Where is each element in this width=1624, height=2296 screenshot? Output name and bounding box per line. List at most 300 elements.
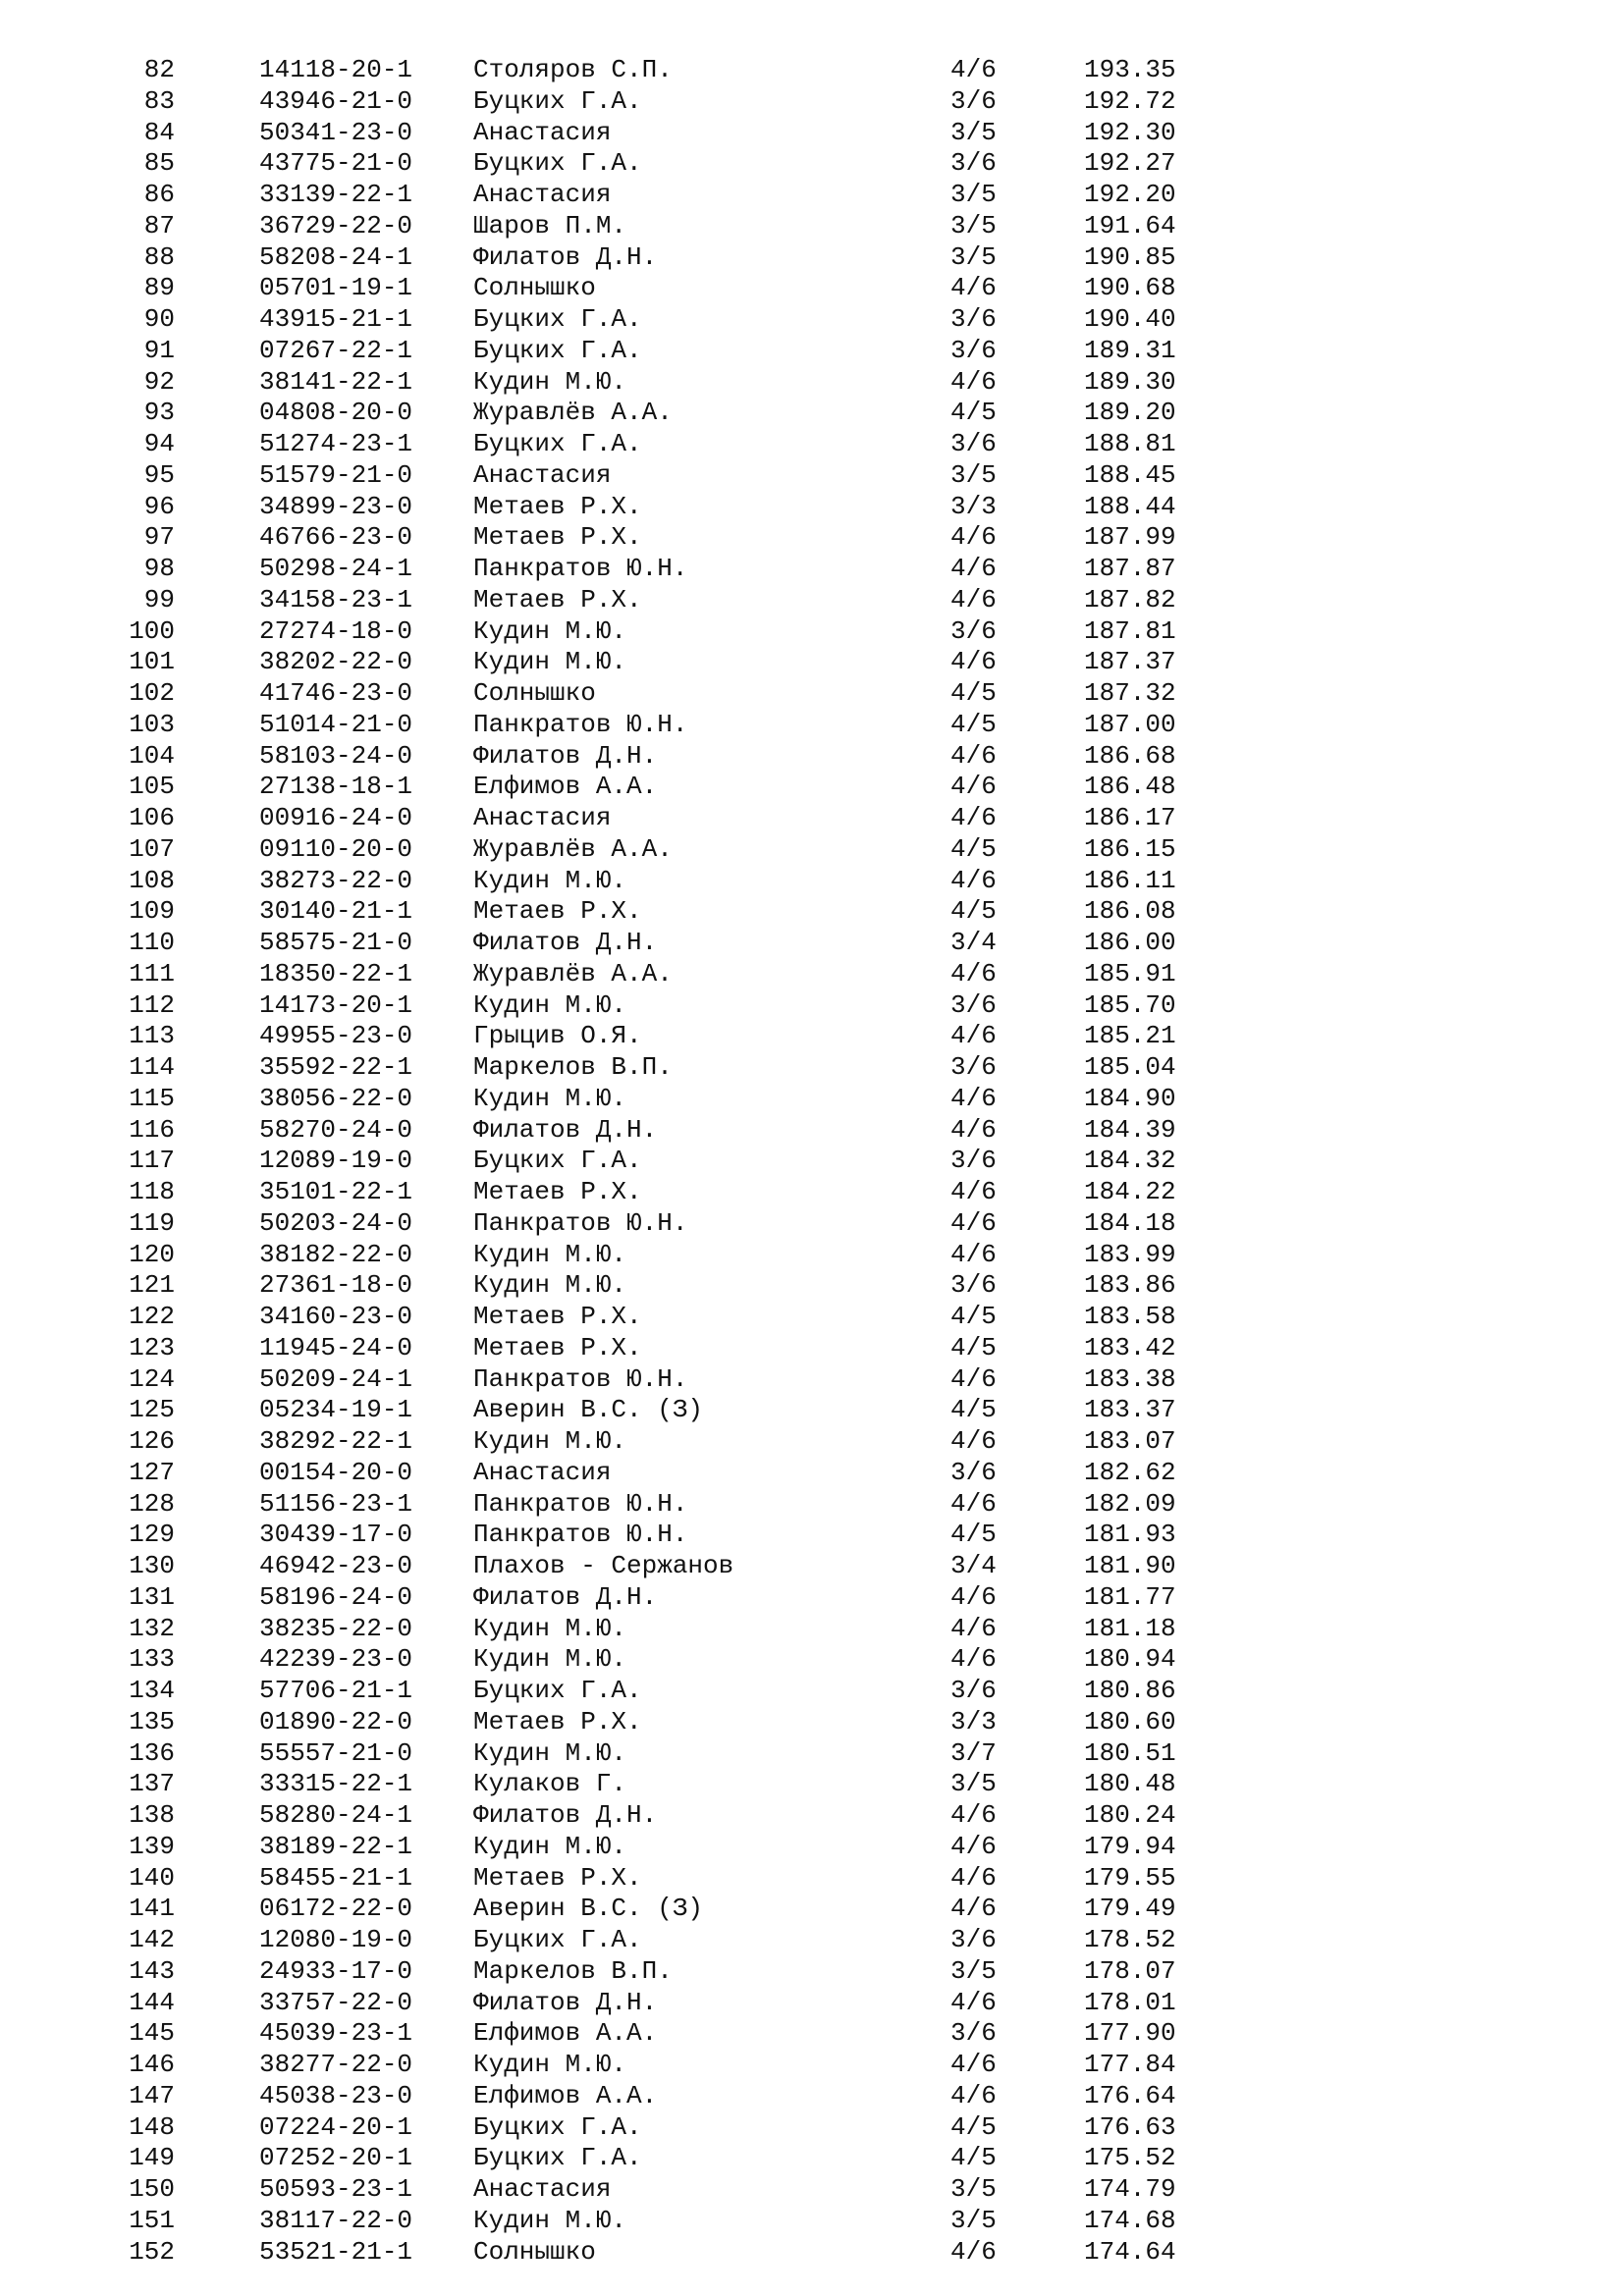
score-cell: 181.90 xyxy=(1084,1551,1176,1580)
rank-cell: 105 xyxy=(129,772,175,802)
rank-cell: 97 xyxy=(143,522,175,553)
table-row xyxy=(0,86,1624,118)
owner-cell: Буцких Г.А. xyxy=(473,85,642,116)
table-row xyxy=(0,2112,1624,2144)
owner-cell: Журавлёв А.А. xyxy=(473,398,673,428)
table-row xyxy=(0,1800,1624,1832)
id-cell: 55557-21-0 xyxy=(259,1737,413,1768)
rank-cell: 132 xyxy=(129,1613,175,1643)
owner-cell: Кудин М.Ю. xyxy=(473,1426,627,1456)
rank-cell: 110 xyxy=(129,928,175,957)
id-cell: 51274-23-1 xyxy=(259,429,413,458)
id-cell: 04808-20-0 xyxy=(259,398,413,428)
ratio-cell: 4/5 xyxy=(950,1395,997,1425)
ratio-cell: 3/6 xyxy=(950,1146,997,1176)
id-cell: 00154-20-0 xyxy=(259,1457,413,1487)
rank-cell: 128 xyxy=(129,1488,175,1519)
score-cell: 188.45 xyxy=(1084,459,1176,490)
ratio-cell: 3/6 xyxy=(950,335,997,365)
rank-cell: 152 xyxy=(129,2236,175,2267)
table-row xyxy=(0,803,1624,834)
id-cell: 38273-22-0 xyxy=(259,865,413,895)
rank-cell: 147 xyxy=(129,2080,175,2110)
table-row xyxy=(0,1582,1624,1614)
owner-cell: Метаев Р.Х. xyxy=(473,1302,642,1331)
score-cell: 177.84 xyxy=(1084,2050,1176,2079)
score-cell: 185.91 xyxy=(1084,958,1176,988)
table-row xyxy=(0,2174,1624,2206)
owner-cell: Кудин М.Ю. xyxy=(473,2205,627,2235)
owner-cell: Кудин М.Ю. xyxy=(473,1083,627,1113)
id-cell: 45039-23-1 xyxy=(259,2018,413,2049)
ratio-cell: 4/6 xyxy=(950,1862,997,1893)
owner-cell: Кулаков Г. xyxy=(473,1769,627,1799)
rank-cell: 109 xyxy=(129,896,175,927)
id-cell: 14173-20-1 xyxy=(259,989,413,1020)
owner-cell: Филатов Д.Н. xyxy=(473,1800,658,1830)
rank-cell: 122 xyxy=(129,1302,175,1331)
table-row xyxy=(0,1925,1624,1956)
owner-cell: Метаев Р.Х. xyxy=(473,1862,642,1893)
id-cell: 05234-19-1 xyxy=(259,1395,413,1425)
ratio-cell: 4/6 xyxy=(950,740,997,771)
score-cell: 179.49 xyxy=(1084,1894,1176,1924)
ratio-cell: 3/6 xyxy=(950,304,997,334)
score-cell: 189.20 xyxy=(1084,398,1176,428)
table-row xyxy=(0,834,1624,866)
rank-cell: 87 xyxy=(143,210,175,240)
score-cell: 175.52 xyxy=(1084,2143,1176,2173)
score-cell: 183.58 xyxy=(1084,1302,1176,1331)
owner-cell: Метаев Р.Х. xyxy=(473,522,642,553)
table-row xyxy=(0,367,1624,399)
table-row xyxy=(0,2050,1624,2081)
id-cell: 51014-21-0 xyxy=(259,709,413,739)
table-row xyxy=(0,242,1624,274)
id-cell: 38189-22-1 xyxy=(259,1831,413,1861)
owner-cell: Анастасия xyxy=(473,2174,612,2204)
score-cell: 192.72 xyxy=(1084,85,1176,116)
table-row xyxy=(0,1115,1624,1147)
rank-cell: 143 xyxy=(129,1955,175,1986)
id-cell: 50298-24-1 xyxy=(259,554,413,583)
rank-cell: 136 xyxy=(129,1737,175,1768)
owner-cell: Журавлёв А.А. xyxy=(473,833,673,864)
owner-cell: Филатов Д.Н. xyxy=(473,1581,658,1612)
score-cell: 187.82 xyxy=(1084,584,1176,614)
score-cell: 180.48 xyxy=(1084,1769,1176,1799)
table-row xyxy=(0,1458,1624,1489)
table-row xyxy=(0,304,1624,336)
rank-cell: 129 xyxy=(129,1520,175,1550)
rank-cell: 99 xyxy=(143,584,175,614)
ratio-cell: 4/5 xyxy=(950,709,997,739)
owner-cell: Маркелов В.П. xyxy=(473,1955,673,1986)
ratio-cell: 4/5 xyxy=(950,2143,997,2173)
ratio-cell: 3/6 xyxy=(950,429,997,458)
rank-cell: 83 xyxy=(143,85,175,116)
id-cell: 42239-23-0 xyxy=(259,1644,413,1675)
score-cell: 183.42 xyxy=(1084,1332,1176,1362)
rank-cell: 146 xyxy=(129,2050,175,2079)
ratio-cell: 4/6 xyxy=(950,1207,997,1238)
table-row xyxy=(0,1177,1624,1208)
id-cell: 53521-21-1 xyxy=(259,2236,413,2267)
rank-cell: 100 xyxy=(129,615,175,646)
score-cell: 187.99 xyxy=(1084,522,1176,553)
ratio-cell: 4/6 xyxy=(950,647,997,677)
owner-cell: Панкратов Ю.Н. xyxy=(473,554,688,583)
ratio-cell: 4/6 xyxy=(950,273,997,303)
score-cell: 185.04 xyxy=(1084,1052,1176,1082)
score-cell: 187.00 xyxy=(1084,709,1176,739)
owner-cell: Буцких Г.А. xyxy=(473,429,642,458)
ratio-cell: 3/6 xyxy=(950,148,997,179)
ratio-cell: 3/6 xyxy=(950,989,997,1020)
score-cell: 183.38 xyxy=(1084,1363,1176,1394)
table-row xyxy=(0,1270,1624,1302)
id-cell: 38277-22-0 xyxy=(259,2050,413,2079)
ratio-cell: 4/5 xyxy=(950,896,997,927)
table-row xyxy=(0,1052,1624,1084)
owner-cell: Метаев Р.Х. xyxy=(473,896,642,927)
owner-cell: Кудин М.Ю. xyxy=(473,647,627,677)
ratio-cell: 3/7 xyxy=(950,1737,997,1768)
id-cell: 30140-21-1 xyxy=(259,896,413,927)
rank-cell: 131 xyxy=(129,1581,175,1612)
rank-cell: 117 xyxy=(129,1146,175,1176)
score-cell: 184.90 xyxy=(1084,1083,1176,1113)
ratio-cell: 4/6 xyxy=(950,1083,997,1113)
table-row xyxy=(0,772,1624,803)
owner-cell: Филатов Д.Н. xyxy=(473,928,658,957)
id-cell: 46766-23-0 xyxy=(259,522,413,553)
ratio-cell: 4/6 xyxy=(950,1613,997,1643)
id-cell: 33315-22-1 xyxy=(259,1769,413,1799)
score-cell: 177.90 xyxy=(1084,2018,1176,2049)
id-cell: 51156-23-1 xyxy=(259,1488,413,1519)
id-cell: 35101-22-1 xyxy=(259,1177,413,1206)
rank-cell: 151 xyxy=(129,2205,175,2235)
rank-cell: 96 xyxy=(143,491,175,521)
table-row xyxy=(0,1614,1624,1645)
score-cell: 188.81 xyxy=(1084,429,1176,458)
table-row xyxy=(0,273,1624,304)
table-row xyxy=(0,1208,1624,1240)
rank-cell: 149 xyxy=(129,2143,175,2173)
owner-cell: Анастасия xyxy=(473,117,612,147)
owner-cell: Грыцив О.Я. xyxy=(473,1021,642,1051)
table-row xyxy=(0,460,1624,492)
rank-cell: 138 xyxy=(129,1800,175,1830)
score-cell: 186.11 xyxy=(1084,865,1176,895)
ratio-cell: 3/5 xyxy=(950,210,997,240)
score-cell: 174.79 xyxy=(1084,2174,1176,2204)
rank-cell: 135 xyxy=(129,1706,175,1736)
owner-cell: Буцких Г.А. xyxy=(473,1676,642,1705)
owner-cell: Анастасия xyxy=(473,180,612,209)
rank-cell: 84 xyxy=(143,117,175,147)
ratio-cell: 4/5 xyxy=(950,398,997,428)
id-cell: 09110-20-0 xyxy=(259,833,413,864)
score-cell: 183.86 xyxy=(1084,1270,1176,1301)
id-cell: 34899-23-0 xyxy=(259,491,413,521)
score-cell: 180.86 xyxy=(1084,1676,1176,1705)
id-cell: 46942-23-0 xyxy=(259,1551,413,1580)
ratio-cell: 4/6 xyxy=(950,958,997,988)
id-cell: 07224-20-1 xyxy=(259,2111,413,2142)
rank-cell: 141 xyxy=(129,1894,175,1924)
score-cell: 179.55 xyxy=(1084,1862,1176,1893)
id-cell: 34158-23-1 xyxy=(259,584,413,614)
id-cell: 33139-22-1 xyxy=(259,180,413,209)
ratio-cell: 4/6 xyxy=(950,2080,997,2110)
owner-cell: Солнышко xyxy=(473,678,596,708)
owner-cell: Анастасия xyxy=(473,803,612,832)
id-cell: 38202-22-0 xyxy=(259,647,413,677)
owner-cell: Елфимов А.А. xyxy=(473,2080,658,2110)
score-cell: 189.31 xyxy=(1084,335,1176,365)
owner-cell: Шаров П.М. xyxy=(473,210,627,240)
rank-cell: 98 xyxy=(143,554,175,583)
rank-cell: 119 xyxy=(129,1207,175,1238)
rank-cell: 102 xyxy=(129,678,175,708)
id-cell: 06172-22-0 xyxy=(259,1894,413,1924)
owner-cell: Кудин М.Ю. xyxy=(473,1644,627,1675)
ratio-cell: 4/5 xyxy=(950,1332,997,1362)
table-row xyxy=(0,180,1624,211)
table-row xyxy=(0,959,1624,990)
rank-cell: 90 xyxy=(143,304,175,334)
ratio-cell: 4/6 xyxy=(950,366,997,397)
ratio-cell: 3/6 xyxy=(950,85,997,116)
table-row xyxy=(0,1894,1624,1925)
table-row xyxy=(0,2143,1624,2174)
ratio-cell: 3/6 xyxy=(950,1457,997,1487)
ratio-cell: 3/4 xyxy=(950,928,997,957)
id-cell: 00916-24-0 xyxy=(259,803,413,832)
ratio-cell: 3/5 xyxy=(950,241,997,272)
rank-cell: 95 xyxy=(143,459,175,490)
ratio-cell: 4/6 xyxy=(950,1177,997,1206)
owner-cell: Кудин М.Ю. xyxy=(473,615,627,646)
id-cell: 58280-24-1 xyxy=(259,1800,413,1830)
ratio-cell: 4/6 xyxy=(950,1426,997,1456)
rank-cell: 101 xyxy=(129,647,175,677)
score-cell: 181.77 xyxy=(1084,1581,1176,1612)
ratio-cell: 4/5 xyxy=(950,1302,997,1331)
table-row xyxy=(0,1364,1624,1396)
owner-cell: Буцких Г.А. xyxy=(473,148,642,179)
table-row xyxy=(0,1738,1624,1770)
ratio-cell: 4/6 xyxy=(950,1021,997,1051)
rank-cell: 116 xyxy=(129,1114,175,1145)
id-cell: 35592-22-1 xyxy=(259,1052,413,1082)
id-cell: 57706-21-1 xyxy=(259,1676,413,1705)
score-cell: 183.99 xyxy=(1084,1239,1176,1269)
table-row xyxy=(0,678,1624,710)
score-cell: 188.44 xyxy=(1084,491,1176,521)
table-row xyxy=(0,896,1624,928)
id-cell: 58575-21-0 xyxy=(259,928,413,957)
results-table xyxy=(0,55,1624,2268)
ratio-cell: 3/5 xyxy=(950,1955,997,1986)
table-row xyxy=(0,741,1624,773)
table-row xyxy=(0,990,1624,1022)
rank-cell: 125 xyxy=(129,1395,175,1425)
table-row xyxy=(0,2237,1624,2269)
owner-cell: Филатов Д.Н. xyxy=(473,1114,658,1145)
score-cell: 192.27 xyxy=(1084,148,1176,179)
ratio-cell: 4/5 xyxy=(950,678,997,708)
score-cell: 176.63 xyxy=(1084,2111,1176,2142)
ratio-cell: 4/6 xyxy=(950,1581,997,1612)
score-cell: 186.15 xyxy=(1084,833,1176,864)
score-cell: 186.17 xyxy=(1084,803,1176,832)
ratio-cell: 3/3 xyxy=(950,1706,997,1736)
table-row xyxy=(0,211,1624,242)
ratio-cell: 4/6 xyxy=(950,2050,997,2079)
table-row xyxy=(0,1644,1624,1676)
ratio-cell: 3/6 xyxy=(950,1270,997,1301)
table-row xyxy=(0,1551,1624,1582)
table-row xyxy=(0,1520,1624,1551)
ratio-cell: 4/6 xyxy=(950,1987,997,2017)
table-row xyxy=(0,554,1624,585)
owner-cell: Солнышко xyxy=(473,273,596,303)
score-cell: 190.68 xyxy=(1084,273,1176,303)
score-cell: 185.21 xyxy=(1084,1021,1176,1051)
owner-cell: Елфимов А.А. xyxy=(473,772,658,802)
table-row xyxy=(0,398,1624,429)
id-cell: 38235-22-0 xyxy=(259,1613,413,1643)
table-row xyxy=(0,2206,1624,2237)
id-cell: 49955-23-0 xyxy=(259,1021,413,1051)
score-cell: 182.09 xyxy=(1084,1488,1176,1519)
score-cell: 187.32 xyxy=(1084,678,1176,708)
rank-cell: 106 xyxy=(129,803,175,832)
rank-cell: 107 xyxy=(129,833,175,864)
table-row xyxy=(0,1333,1624,1364)
score-cell: 184.22 xyxy=(1084,1177,1176,1206)
owner-cell: Буцких Г.А. xyxy=(473,1925,642,1954)
table-row xyxy=(0,1395,1624,1426)
id-cell: 33757-22-0 xyxy=(259,1987,413,2017)
ratio-cell: 4/6 xyxy=(950,55,997,84)
rank-cell: 85 xyxy=(143,148,175,179)
rank-cell: 103 xyxy=(129,709,175,739)
rank-cell: 144 xyxy=(129,1987,175,2017)
id-cell: 58208-24-1 xyxy=(259,241,413,272)
id-cell: 27138-18-1 xyxy=(259,772,413,802)
rank-cell: 88 xyxy=(143,241,175,272)
owner-cell: Метаев Р.Х. xyxy=(473,584,642,614)
owner-cell: Метаев Р.Х. xyxy=(473,1706,642,1736)
table-row xyxy=(0,1240,1624,1271)
id-cell: 50341-23-0 xyxy=(259,117,413,147)
ratio-cell: 4/6 xyxy=(950,865,997,895)
owner-cell: Панкратов Ю.Н. xyxy=(473,1488,688,1519)
ratio-cell: 4/5 xyxy=(950,2111,997,2142)
ratio-cell: 3/6 xyxy=(950,615,997,646)
table-row xyxy=(0,1084,1624,1115)
table-row xyxy=(0,585,1624,616)
id-cell: 12089-19-0 xyxy=(259,1146,413,1176)
owner-cell: Елфимов А.А. xyxy=(473,2018,658,2049)
rank-cell: 126 xyxy=(129,1426,175,1456)
rank-cell: 92 xyxy=(143,366,175,397)
id-cell: 14118-20-1 xyxy=(259,55,413,84)
owner-cell: Столяров С.П. xyxy=(473,55,673,84)
owner-cell: Филатов Д.Н. xyxy=(473,1987,658,2017)
score-cell: 176.64 xyxy=(1084,2080,1176,2110)
score-cell: 187.37 xyxy=(1084,647,1176,677)
id-cell: 50209-24-1 xyxy=(259,1363,413,1394)
owner-cell: Буцких Г.А. xyxy=(473,304,642,334)
id-cell: 41746-23-0 xyxy=(259,678,413,708)
owner-cell: Анастасия xyxy=(473,1457,612,1487)
score-cell: 186.00 xyxy=(1084,928,1176,957)
ratio-cell: 4/6 xyxy=(950,803,997,832)
id-cell: 50203-24-0 xyxy=(259,1207,413,1238)
rank-cell: 118 xyxy=(129,1177,175,1206)
rank-cell: 86 xyxy=(143,180,175,209)
score-cell: 192.20 xyxy=(1084,180,1176,209)
ratio-cell: 4/6 xyxy=(950,1488,997,1519)
rank-cell: 148 xyxy=(129,2111,175,2142)
rank-cell: 134 xyxy=(129,1676,175,1705)
owner-cell: Панкратов Ю.Н. xyxy=(473,1207,688,1238)
table-row xyxy=(0,1021,1624,1052)
owner-cell: Солнышко xyxy=(473,2236,596,2267)
rank-cell: 123 xyxy=(129,1332,175,1362)
score-cell: 184.32 xyxy=(1084,1146,1176,1176)
table-row xyxy=(0,710,1624,741)
table-row xyxy=(0,492,1624,523)
rank-cell: 145 xyxy=(129,2018,175,2049)
owner-cell: Панкратов Ю.Н. xyxy=(473,709,688,739)
id-cell: 58455-21-1 xyxy=(259,1862,413,1893)
ratio-cell: 4/6 xyxy=(950,584,997,614)
score-cell: 182.62 xyxy=(1084,1457,1176,1487)
owner-cell: Кудин М.Ю. xyxy=(473,1613,627,1643)
id-cell: 38056-22-0 xyxy=(259,1083,413,1113)
owner-cell: Метаев Р.Х. xyxy=(473,1177,642,1206)
owner-cell: Панкратов Ю.Н. xyxy=(473,1520,688,1550)
score-cell: 174.64 xyxy=(1084,2236,1176,2267)
rank-cell: 115 xyxy=(129,1083,175,1113)
owner-cell: Кудин М.Ю. xyxy=(473,865,627,895)
score-cell: 178.52 xyxy=(1084,1925,1176,1954)
table-row xyxy=(0,55,1624,86)
rank-cell: 93 xyxy=(143,398,175,428)
id-cell: 50593-23-1 xyxy=(259,2174,413,2204)
rank-cell: 91 xyxy=(143,335,175,365)
ratio-cell: 4/6 xyxy=(950,1800,997,1830)
rank-cell: 94 xyxy=(143,429,175,458)
score-cell: 178.01 xyxy=(1084,1987,1176,2017)
rank-cell: 89 xyxy=(143,273,175,303)
table-row xyxy=(0,148,1624,180)
ratio-cell: 3/4 xyxy=(950,1551,997,1580)
table-row xyxy=(0,429,1624,460)
table-row xyxy=(0,1707,1624,1738)
table-row xyxy=(0,2018,1624,2050)
ratio-cell: 4/6 xyxy=(950,1114,997,1145)
score-cell: 193.35 xyxy=(1084,55,1176,84)
id-cell: 27361-18-0 xyxy=(259,1270,413,1301)
id-cell: 01890-22-0 xyxy=(259,1706,413,1736)
